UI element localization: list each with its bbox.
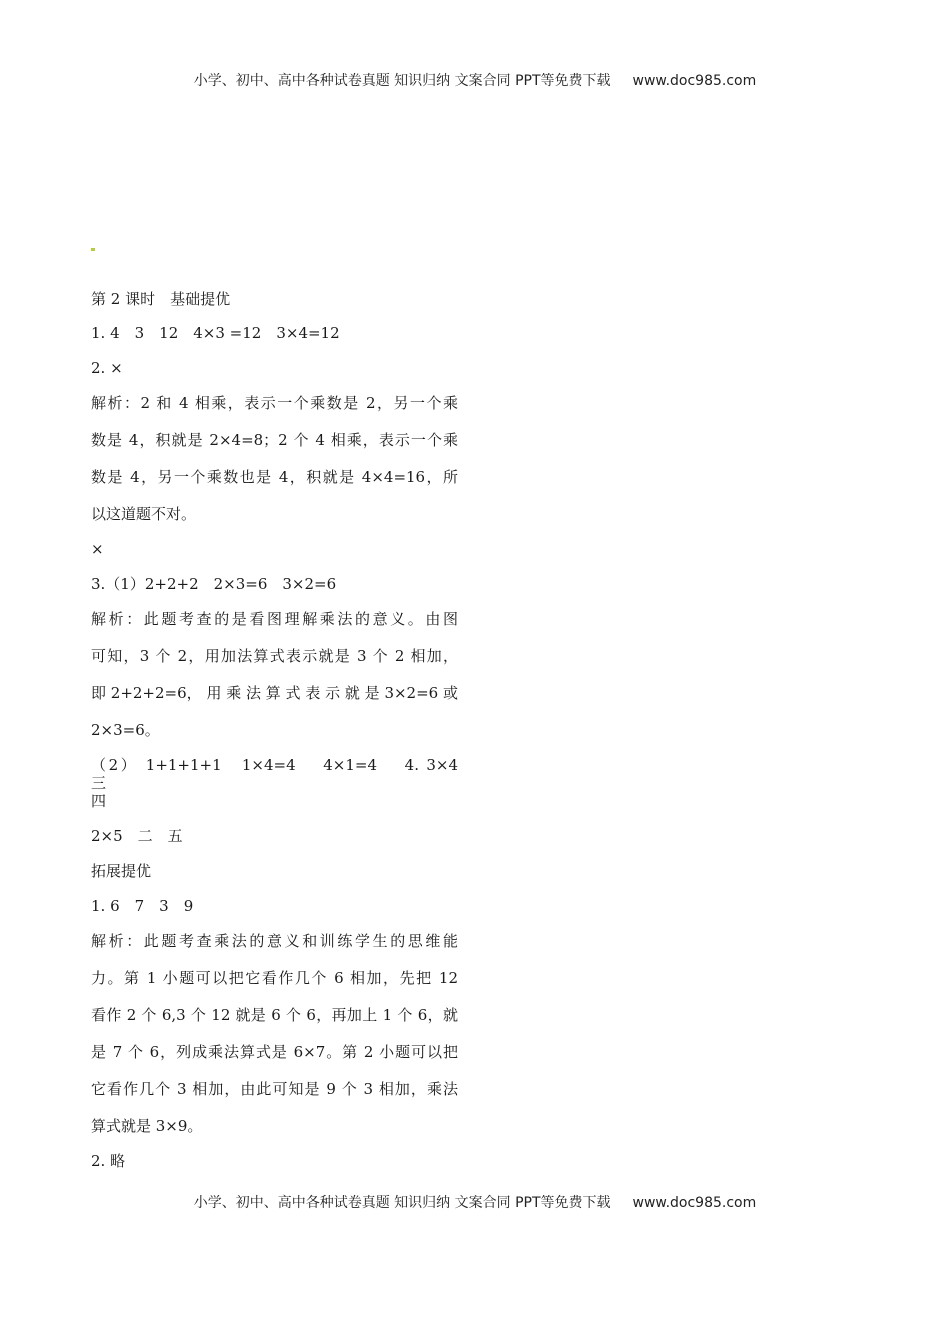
section-title-basic: 第 2 课时 基础提优 xyxy=(91,290,231,308)
extension-answer-1: 1. 6 7 3 9 xyxy=(91,897,194,915)
analysis-3-line-1: 解析：此题考查的是看图理解乘法的意义。由图 xyxy=(91,610,458,628)
answer-4-line-2: 2×5 二 五 xyxy=(91,827,183,845)
extension-analysis-line-6: 算式就是 3×9。 xyxy=(91,1117,203,1135)
analysis-2-line-4: 以这道题不对。 xyxy=(91,505,197,523)
analysis-3-line-3: 即 2+2+2=6， 用 乘 法 算 式 表 示 就 是 3×2=6 或 xyxy=(91,684,458,702)
header-banner xyxy=(0,70,950,90)
answer-4-continued: 四 xyxy=(91,792,107,810)
extension-analysis-line-4: 是 7 个 6，列成乘法算式是 6×7。第 2 小题可以把 xyxy=(91,1043,458,1061)
section-title-extension: 拓展提优 xyxy=(91,862,152,880)
answer-3-part-1: 3.（1）2+2+2 2×3=6 3×2=6 xyxy=(91,575,337,593)
extension-analysis-line-5: 它看作几个 3 相加，由此可知是 9 个 3 相加，乘法 xyxy=(91,1080,458,1098)
footer-banner xyxy=(0,1192,950,1212)
footer-site-link[interactable]: www.doc985.com xyxy=(632,1195,757,1211)
decorative-mark xyxy=(91,248,95,251)
answer-2-mark: × xyxy=(91,540,104,558)
header-site-link[interactable]: www.doc985.com xyxy=(632,73,757,89)
extension-answer-2: 2. 略 xyxy=(91,1152,126,1170)
footer-banner-text: 小学、初中、高中各种试卷真题 知识归纳 文案合同 PPT等免费下载 xyxy=(193,1195,611,1211)
header-banner-text: 小学、初中、高中各种试卷真题 知识归纳 文案合同 PPT等免费下载 xyxy=(193,73,611,89)
analysis-2-line-3: 数是 4，另一个乘数也是 4，积就是 4×4=16，所 xyxy=(91,468,458,486)
extension-analysis-line-3: 看作 2 个 6,3 个 12 就是 6 个 6，再加上 1 个 6，就 xyxy=(91,1006,458,1024)
answer-1: 1. 4 3 12 4×3 =12 3×4=12 xyxy=(91,324,340,342)
extension-analysis-line-2: 力。第 1 小题可以把它看作几个 6 相加，先把 12 xyxy=(91,969,458,987)
answer-2: 2. × xyxy=(91,359,123,377)
analysis-3-line-2: 可知，3 个 2，用加法算式表示就是 3 个 2 相加， xyxy=(91,647,458,665)
analysis-3-line-4: 2×3=6。 xyxy=(91,721,160,739)
analysis-2-line-1: 解析：2 和 4 相乘，表示一个乘数是 2，另一个乘 xyxy=(91,394,458,412)
analysis-2-line-2: 数是 4，积就是 2×4=8；2 个 4 相乘，表示一个乘 xyxy=(91,431,458,449)
extension-analysis-line-1: 解析：此题考查乘法的意义和训练学生的思维能 xyxy=(91,932,458,950)
answer-3-part-2: （2） 1+1+1+1 1×4=4 4×1=4 4. 3×4 三 xyxy=(91,756,489,792)
